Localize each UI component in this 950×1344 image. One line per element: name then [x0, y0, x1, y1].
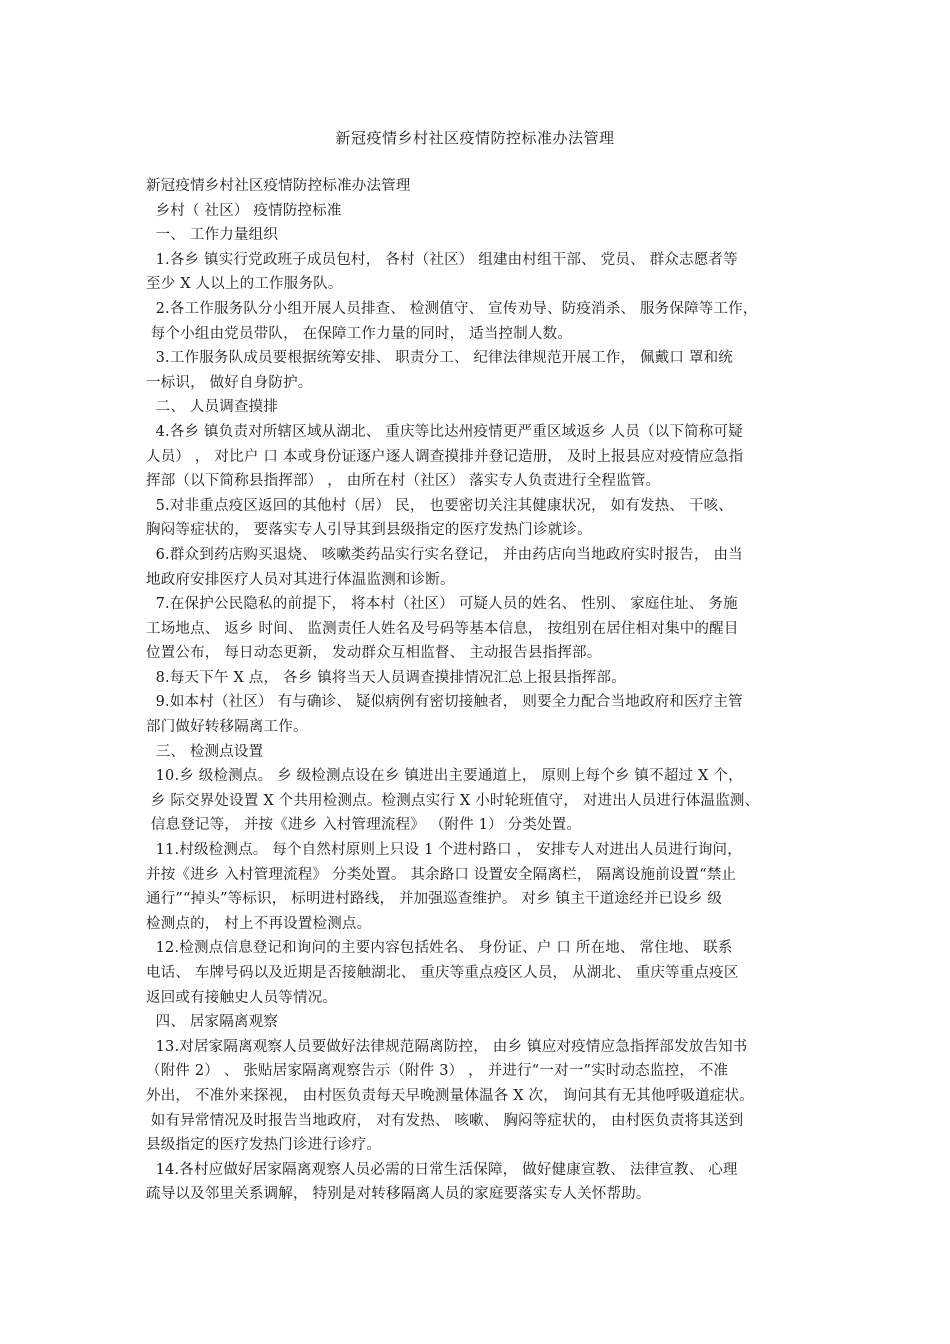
text-line: 胸闷等症状的， 要落实专人引导其到县级指定的医疗发热门诊就诊。 [146, 522, 592, 539]
text-line: 1.各乡 镇实行党政班子成员包村， 各村（社区） 组建由村组干部、 党员、 群众志愿者等 [146, 251, 738, 268]
text-line: 人员） ， 对比户 口 本或身份证逐户逐人调查摸排并登记造册， 及时上报县应对疫情应急指 [146, 448, 744, 465]
text-line: 并按《进乡 入村管理流程》 分类处置。 其余路口 设置安全隔离栏， 隔离设施前设置“禁止 [146, 866, 737, 883]
text-line: 2.各工作服务队分小组开展人员排查、 检测值守、 宣传劝导、防疫消杀、 服务保障等工作， [146, 300, 758, 317]
text-line: 乡 际交界处设置 X 个共用检测点。检测点实行 X 小时轮班值守， 对进出人员进行体温监测、 [146, 792, 760, 809]
text-line: 乡村（ 社区） 疫情防控标准 [146, 202, 342, 219]
text-line: 5.对非重点疫区返回的其他村（居） 民， 也要密切关注其健康状况， 如有发热、 干咳、 [146, 497, 733, 514]
text-line: 10.乡 级检测点。 乡 级检测点设在乡 镇进出主要通道上， 原则上每个乡 镇不超过 X 个， [146, 768, 743, 785]
text-line: 13.对居家隔离观察人员要做好法律规范隔离防控， 由乡 镇应对疫情应急指挥部发放告知书 [146, 1038, 748, 1055]
text-line: 四、 居家隔离观察 [146, 1014, 279, 1031]
text-line: 县级指定的医疗发热门诊进行诊疗。 [146, 1137, 382, 1154]
text-line: 4.各乡 镇负责对所辖区域从湖北、 重庆等比达州疫情更严重区域返乡 人员（以下简称可疑 [146, 423, 743, 440]
text-line: 部门做好转移隔离工作。 [146, 719, 308, 736]
text-line: 3.工作服务队成员要根据统筹安排、 职责分工、 纪律法律规范开展工作， 佩戴口 罩和统 [146, 350, 733, 367]
text-line: 挥部（以下简称县指挥部） ， 由所在村（社区） 落实专人负责进行全程监管。 [146, 473, 661, 490]
text-line: 至少 X 人以上的工作服务队。 [146, 276, 343, 293]
text-line: 7.在保护公民隐私的前提下， 将本村（社区） 可疑人员的姓名、 性别、 家庭住址、 务施 [146, 596, 738, 613]
text-line: 14.各村应做好居家隔离观察人员必需的日常生活保障， 做好健康宣教、 法律宣教、 心理 [146, 1161, 738, 1178]
text-line: 6.群众到药店购买退烧、 咳嗽类药品实行实名登记， 并由药店向当地政府实时报告， 由当 [146, 546, 743, 563]
text-line: 信息登记等， 并按《进乡 入村管理流程》 （附件 1） 分类处置。 [146, 817, 582, 834]
text-line: 检测点的， 村上不再设置检测点。 [146, 915, 372, 932]
text-line: 8.每天下午 X 点， 各乡 镇将当天人员调查摸排情况汇总上报县指挥部。 [146, 669, 626, 686]
text-line: 11.村级检测点。 每个自然村原则上只设 1 个进村路口 ， 安排专人对进出人员进行询问， [146, 842, 742, 859]
text-line: 新冠疫情乡村社区疫情防控标准办法管理 [146, 178, 411, 194]
text-line: 二、 人员调查摸排 [146, 399, 279, 416]
text-line: 位置公布， 每日动态更新， 发动群众互相监督、 主动报告县指挥部。 [146, 645, 602, 662]
text-line: 返回或有接触史人员等情况。 [146, 989, 338, 1006]
document-title: 新冠疫情乡村社区疫情防控标准办法管理 [335, 129, 615, 147]
text-line: 三、 检测点设置 [146, 743, 264, 760]
text-line: 电话、 车牌号码以及近期是否接触湖北、 重庆等重点疫区人员， 从湖北、 重庆等重点疫区 [146, 965, 739, 981]
text-line: 每个小组由党员带队， 在保障工作力量的同时， 适当控制人数。 [146, 325, 573, 342]
text-line: （附件 2） 、 张贴居家隔离观察告示（附件 3） ， 并进行“一对一”实时动态监控， 不准 [146, 1063, 729, 1080]
text-line: 如有异常情况及时报告当地政府， 对有发热、 咳嗽、 胸闷等症状的， 由村医负责将其送到 [146, 1112, 744, 1129]
text-line: 地政府安排医疗人员对其进行体温监测和诊断。 [146, 571, 455, 588]
text-line: 12.检测点信息登记和询问的主要内容包括姓名、 身份证、户 口 所在地、 常住地、 联系 [146, 940, 733, 957]
text-line: 一标识， 做好自身防护。 [146, 374, 313, 391]
text-line: 通行”“掉头”等标识， 标明进村路线， 并加强巡查维护。 对乡 镇主干道途经并已设乡 级 [146, 891, 723, 908]
text-line: 一、 工作力量组织 [146, 227, 279, 244]
text-line: 9.如本村（社区） 有与确诊、 疑似病例有密切接触者， 则要全力配合当地政府和医疗主管 [146, 694, 743, 711]
text-line: 外出， 不准外来探视， 由村医负责每天早晚测量体温各 X 次， 询问其有无其他呼吸道症状。 [146, 1087, 754, 1104]
document-body [146, 174, 822, 1207]
text-line: 工场地点、 返乡 时间、 监测责任人姓名及号码等基本信息， 按组别在居住相对集中的醒目 [146, 620, 739, 637]
text-line: 疏导以及邻里关系调解， 特别是对转移隔离人员的家庭要落实专人关怀帮助。 [146, 1186, 651, 1203]
